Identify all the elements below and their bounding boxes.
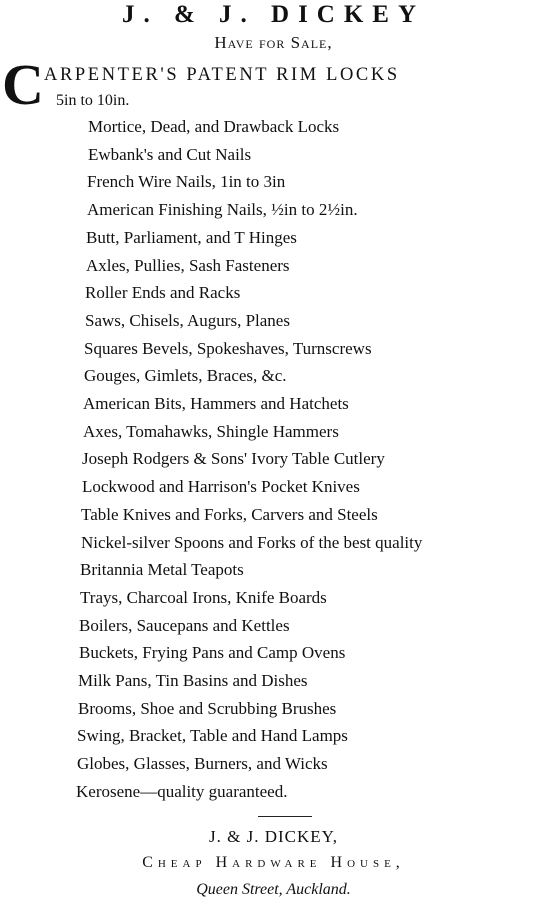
list-item: Brooms, Shoe and Scrubbing Brushes xyxy=(78,698,337,718)
list-item: Ewbank's and Cut Nails xyxy=(88,144,252,164)
list-item: French Wire Nails, 1in to 3in xyxy=(87,172,286,192)
list-item: Butt, Parliament, and T Hinges xyxy=(86,227,297,247)
list-item: Nickel-silver Spoons and Forks of the best quality xyxy=(81,532,423,552)
list-item: Globes, Glasses, Burners, and Wicks xyxy=(77,754,328,774)
list-item: Boilers, Saucepans and Kettles xyxy=(79,615,290,635)
list-item: Saws, Chisels, Augurs, Planes xyxy=(85,310,290,330)
list-item: Squares Bevels, Spokeshaves, Turnscrews xyxy=(84,338,372,358)
list-item: Britannia Metal Teapots xyxy=(80,560,244,580)
footer-advertiser-name: J. & J. DICKEY, xyxy=(209,827,338,846)
drop-cap: C xyxy=(2,52,44,117)
list-item: Mortice, Dead, and Drawback Locks xyxy=(88,117,340,136)
list-item: American Finishing Nails, ½in to 2½in. xyxy=(87,200,358,220)
list-item: Joseph Rodgers & Sons' Ivory Table Cutlery xyxy=(82,449,385,469)
list-item: Axes, Tomahawks, Shingle Hammers xyxy=(83,421,339,441)
list-item: Swing, Bracket, Table and Hand Lamps xyxy=(77,726,348,746)
footer-shop-name: Cheap Hardware House, xyxy=(142,854,405,871)
list-item: Kerosene—quality guaranteed. xyxy=(76,781,288,801)
lead-product: ARPENTER'S PATENT RIM LOCKS xyxy=(44,65,400,85)
list-item: Trays, Charcoal Irons, Knife Boards xyxy=(80,587,327,607)
list-item: Table Knives and Forks, Carvers and Steels xyxy=(81,504,378,524)
lead-product-sizes: 5in to 10in. xyxy=(56,92,130,109)
list-item: Milk Pans, Tin Basins and Dishes xyxy=(78,671,308,690)
list-item: American Bits, Hammers and Hatchets xyxy=(83,394,349,413)
list-item: Buckets, Frying Pans and Camp Ovens xyxy=(79,643,346,663)
list-item: Roller Ends and Racks xyxy=(85,283,241,303)
list-item: Lockwood and Harrison's Pocket Knives xyxy=(82,477,360,497)
advertiser-title: J. & J. DICKEY xyxy=(121,1,426,28)
divider-rule xyxy=(258,816,312,817)
footer-address: Queen Street, Auckland. xyxy=(196,881,351,898)
list-item: Axles, Pullies, Sash Fasteners xyxy=(86,255,290,275)
list-item: Gouges, Gimlets, Braces, &c. xyxy=(84,366,287,386)
advertiser-subtitle: Have for Sale, xyxy=(214,33,333,52)
